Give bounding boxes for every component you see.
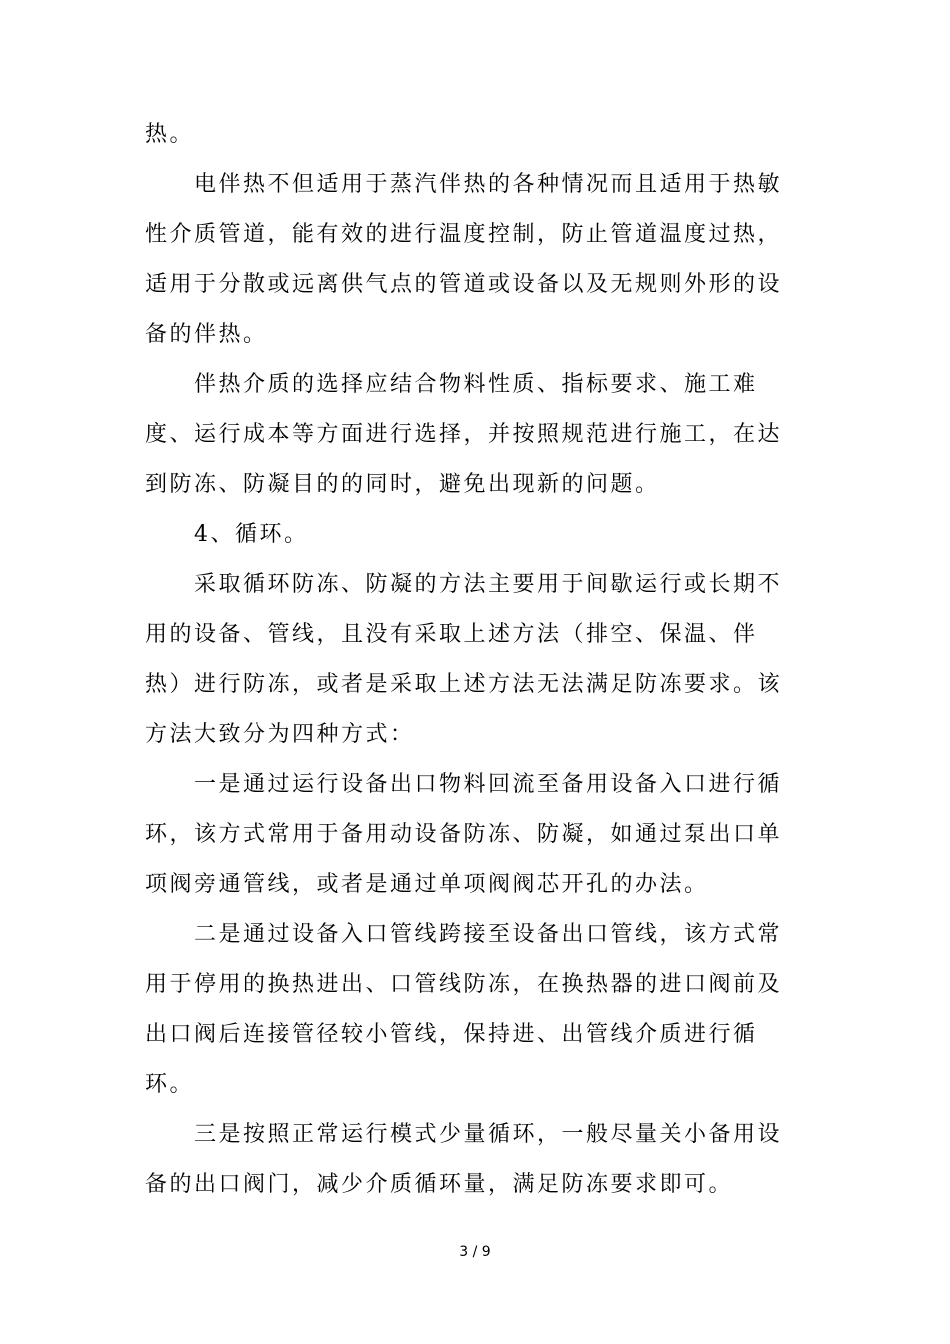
text-line: 用的设备、管线，且没有采取上述方法（排空、保温、伴 (145, 622, 758, 647)
text-line: 备的伴热。 (145, 322, 268, 347)
text-line: 备的出口阀门，减少介质循环量，满足防冻要求即可。 (145, 1172, 734, 1197)
text-line: 二是通过设备入口管线跨接至设备出口管线，该方式常 (194, 922, 783, 947)
text-line: 适用于分散或远离供气点的管道或设备以及无规则外形的设 (145, 272, 783, 297)
text-line: 项阀旁通管线，或者是通过单项阀阀芯开孔的办法。 (145, 872, 709, 897)
text-line: 一是通过运行设备出口物料回流至备用设备入口进行循 (194, 772, 783, 797)
text-line: 方法大致分为四种方式： (145, 722, 415, 747)
text-line: 出口阀后连接管径较小管线，保持进、出管线介质进行循 (145, 1022, 758, 1047)
text-line: 三是按照正常运行模式少量循环，一般尽量关小备用设 (194, 1122, 783, 1147)
text-line: 热）进行防冻，或者是采取上述方法无法满足防冻要求。该 (145, 672, 783, 697)
text-line: 伴热介质的选择应结合物料性质、指标要求、施工难 (194, 372, 758, 397)
text-line: 到防冻、防凝目的的同时，避免出现新的问题。 (145, 472, 660, 497)
text-line: 热。 (145, 122, 195, 147)
text-line: 度、运行成本等方面进行选择，并按照规范进行施工，在达 (145, 422, 783, 447)
text-line: 性介质管道，能有效的进行温度控制，防止管道温度过热， (145, 222, 783, 247)
text-line: 环，该方式常用于备用动设备防冻、防凝，如通过泵出口单 (145, 822, 783, 847)
text-line: 采取循环防冻、防凝的方法主要用于间歇运行或长期不 (194, 572, 783, 597)
text-line: 电伴热不但适用于蒸汽伴热的各种情况而且适用于热敏 (194, 172, 783, 197)
text-line: 用于停用的换热进出、口管线防冻，在换热器的进口阀前及 (145, 972, 783, 997)
page-number: 3 / 9 (459, 1244, 491, 1260)
text-line: 环。 (145, 1072, 195, 1097)
text-line: 4、循环。 (194, 522, 309, 547)
